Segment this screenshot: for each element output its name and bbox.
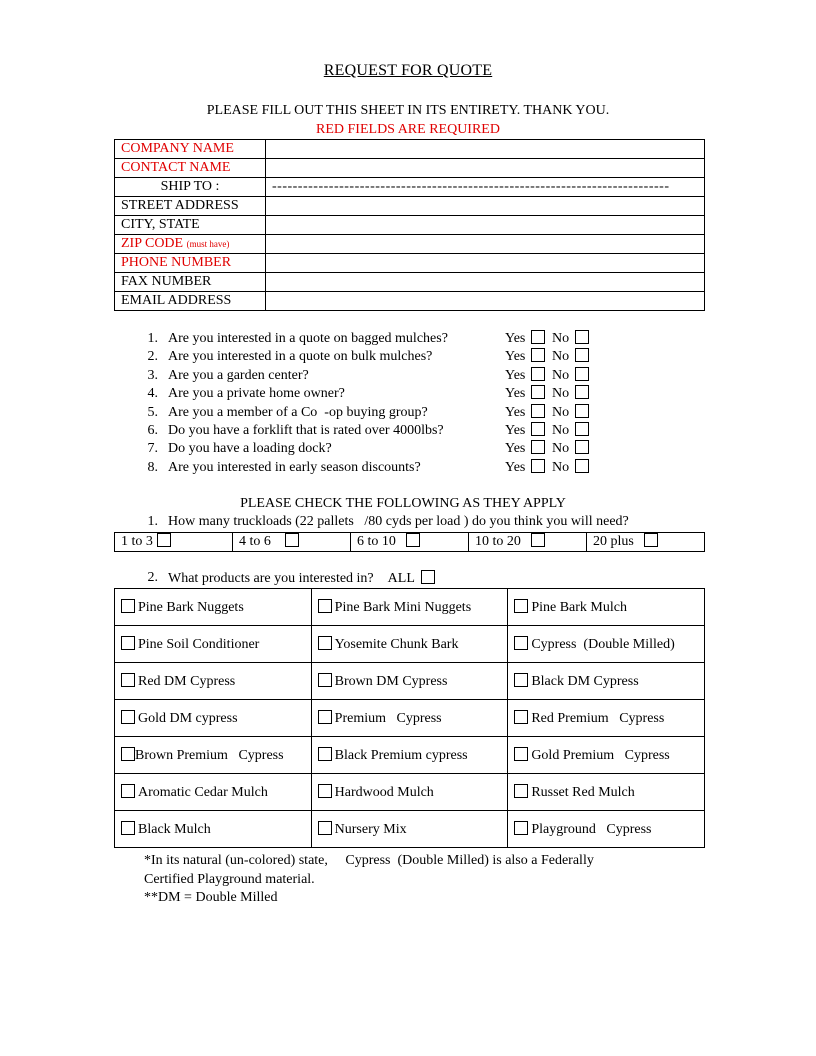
no-option	[552, 459, 589, 477]
yes-label: Yes	[505, 331, 526, 346]
footnote-playground-cont: Certified Playground material.	[144, 871, 315, 887]
product-checkbox[interactable]	[318, 821, 332, 835]
question-text: Are you a member of a Co -op buying group?	[168, 405, 428, 420]
question-text: Are you interested in a quote on bulk mulches?	[168, 349, 433, 364]
question-number: 8.	[147, 460, 158, 475]
contact-name-field[interactable]	[266, 159, 705, 178]
no-checkbox[interactable]	[575, 348, 589, 362]
zip-code-label-text: ZIP CODE	[121, 236, 184, 251]
email-address-label: EMAIL ADDRESS	[115, 292, 266, 311]
product-label: Pine Bark Mulch	[531, 599, 627, 615]
truckload-checkbox[interactable]	[644, 533, 658, 547]
product-label: Russet Red Mulch	[531, 784, 635, 800]
product-checkbox[interactable]	[318, 784, 332, 798]
truckload-option	[233, 533, 351, 552]
question-6	[144, 422, 604, 440]
product-cell	[311, 811, 508, 848]
no-option	[552, 404, 589, 422]
truckloads-table	[114, 532, 705, 552]
truckload-option	[351, 533, 469, 552]
products-row	[115, 811, 705, 848]
company-name-label: COMPANY NAME	[115, 140, 266, 159]
email-address-field[interactable]	[266, 292, 705, 311]
product-label: Black Premium cypress	[334, 747, 468, 763]
yes-label: Yes	[505, 441, 526, 456]
question-number: 2.	[147, 570, 158, 585]
question-number: 3.	[147, 368, 158, 383]
city-state-label: CITY, STATE	[115, 216, 266, 235]
product-label: Black DM Cypress	[531, 673, 639, 689]
product-checkbox[interactable]	[514, 673, 528, 687]
product-label: Pine Soil Conditioner	[138, 636, 260, 652]
contact-row-email	[115, 292, 705, 311]
street-address-label: STREET ADDRESS	[115, 197, 266, 216]
product-checkbox[interactable]	[318, 673, 332, 687]
question-2	[144, 348, 604, 366]
question-text: How many truckloads (22 pallets /80 cyds per load ) do you think you will need?	[168, 514, 629, 529]
truckload-checkbox[interactable]	[157, 533, 171, 547]
product-label: Nursery Mix	[334, 821, 407, 837]
question-number: 1.	[147, 331, 158, 346]
yes-label: Yes	[505, 423, 526, 438]
no-checkbox[interactable]	[575, 440, 589, 454]
product-checkbox[interactable]	[121, 821, 135, 835]
truckload-option	[469, 533, 587, 552]
yes-checkbox[interactable]	[531, 440, 545, 454]
contact-row-zip	[115, 235, 705, 254]
truckload-option-label: 1 to 3	[121, 534, 153, 549]
question-text: Are you interested in a quote on bagged mulches?	[168, 331, 448, 346]
product-cell	[115, 811, 312, 848]
product-cell	[508, 589, 705, 626]
product-checkbox[interactable]	[121, 599, 135, 613]
products-row	[115, 626, 705, 663]
no-checkbox[interactable]	[575, 404, 589, 418]
yes-label: Yes	[505, 405, 526, 420]
question-8	[144, 459, 604, 477]
no-label: No	[552, 441, 570, 456]
product-label: Red Premium Cypress	[531, 710, 665, 726]
product-checkbox[interactable]	[514, 784, 528, 798]
required-note: RED FIELDS ARE REQUIRED	[316, 122, 500, 137]
yes-option	[505, 422, 545, 440]
product-cell	[508, 774, 705, 811]
question-number: 6.	[147, 423, 158, 438]
no-checkbox[interactable]	[575, 367, 589, 381]
product-cell	[115, 663, 312, 700]
products-row	[115, 737, 705, 774]
product-label: Gold Premium Cypress	[531, 747, 670, 763]
ship-to-divider: -----------------------------------------------------------------------------	[266, 178, 705, 197]
product-checkbox[interactable]	[121, 673, 135, 687]
no-option	[552, 422, 589, 440]
no-option	[552, 348, 589, 366]
product-checkbox[interactable]	[514, 599, 528, 613]
truckload-checkbox[interactable]	[285, 533, 299, 547]
yes-option	[505, 459, 545, 477]
no-label: No	[552, 331, 570, 346]
product-checkbox[interactable]	[318, 747, 332, 761]
question-text: Are you a private home owner?	[168, 386, 345, 401]
question-text: Are you interested in early season discounts?	[168, 460, 421, 475]
yes-checkbox[interactable]	[531, 459, 545, 473]
footnotes	[144, 852, 664, 908]
yes-option	[505, 330, 545, 348]
product-cell	[311, 774, 508, 811]
contact-row-contact	[115, 159, 705, 178]
all-label: ALL	[387, 571, 415, 586]
contact-row-company	[115, 140, 705, 159]
contact-row-ship-to	[115, 178, 705, 197]
contact-table	[114, 139, 705, 311]
product-cell	[311, 589, 508, 626]
no-option	[552, 385, 589, 403]
yes-checkbox[interactable]	[531, 330, 545, 344]
no-label: No	[552, 368, 570, 383]
truckload-option	[587, 533, 705, 552]
no-label: No	[552, 423, 570, 438]
contact-row-street	[115, 197, 705, 216]
truckload-option-label: 4 to 6	[239, 534, 271, 549]
yes-option	[505, 348, 545, 366]
product-label: Yosemite Chunk Bark	[334, 636, 459, 652]
fax-number-field[interactable]	[266, 273, 705, 292]
contact-name-label: CONTACT NAME	[115, 159, 266, 178]
question-text	[168, 570, 435, 587]
product-cell	[508, 626, 705, 663]
yes-option	[505, 385, 545, 403]
no-label: No	[552, 386, 570, 401]
product-label: Playground Cypress	[531, 821, 652, 837]
no-checkbox[interactable]	[575, 385, 589, 399]
product-cell	[311, 737, 508, 774]
product-label: Brown DM Cypress	[334, 673, 448, 689]
product-cell	[115, 737, 312, 774]
truckload-checkbox[interactable]	[531, 533, 545, 547]
products-table	[114, 588, 705, 848]
street-address-field[interactable]	[266, 197, 705, 216]
products-row	[115, 700, 705, 737]
product-label: Red DM Cypress	[138, 673, 236, 689]
question-3	[144, 367, 604, 385]
product-checkbox[interactable]	[318, 710, 332, 724]
fax-number-label: FAX NUMBER	[115, 273, 266, 292]
product-label: Aromatic Cedar Mulch	[138, 784, 268, 800]
product-cell	[115, 626, 312, 663]
contact-row-fax	[115, 273, 705, 292]
phone-number-label: PHONE NUMBER	[115, 254, 266, 273]
question-number: 1.	[147, 514, 158, 529]
product-label: Gold DM cypress	[138, 710, 238, 726]
product-checkbox[interactable]	[318, 636, 332, 650]
no-checkbox[interactable]	[575, 330, 589, 344]
yes-checkbox[interactable]	[531, 385, 545, 399]
truckload-option-label: 20 plus	[593, 534, 634, 549]
product-checkbox[interactable]	[514, 636, 528, 650]
product-checkbox[interactable]	[121, 747, 135, 761]
yes-option	[505, 440, 545, 458]
product-cell	[311, 700, 508, 737]
company-name-field[interactable]	[266, 140, 705, 159]
product-cell	[311, 626, 508, 663]
question-number: 7.	[147, 441, 158, 456]
product-cell	[508, 700, 705, 737]
products-question-text: What products are you interested in?	[168, 571, 374, 586]
no-label: No	[552, 460, 570, 475]
city-state-field[interactable]	[266, 216, 705, 235]
no-label: No	[552, 349, 570, 364]
all-checkbox[interactable]	[421, 570, 435, 584]
contact-row-city	[115, 216, 705, 235]
contact-row-phone	[115, 254, 705, 273]
question-number: 5.	[147, 405, 158, 420]
product-cell	[115, 589, 312, 626]
question-text: Do you have a loading dock?	[168, 441, 332, 456]
yes-checkbox[interactable]	[531, 422, 545, 436]
no-option	[552, 440, 589, 458]
product-label: Premium Cypress	[334, 710, 442, 726]
footnote-dm: **DM = Double Milled	[144, 890, 278, 905]
product-checkbox[interactable]	[121, 784, 135, 798]
yes-checkbox[interactable]	[531, 404, 545, 418]
no-option	[552, 330, 589, 348]
yes-label: Yes	[505, 386, 526, 401]
product-cell	[508, 811, 705, 848]
yes-label: Yes	[505, 368, 526, 383]
footnote-playground: *In its natural (un-colored) state, Cypress (Double Milled) is also a Federally	[144, 853, 594, 868]
truckload-option	[115, 533, 233, 552]
yes-label: Yes	[505, 349, 526, 364]
product-cell	[115, 774, 312, 811]
product-checkbox[interactable]	[514, 710, 528, 724]
section-title-apply: PLEASE CHECK THE FOLLOWING AS THEY APPLY	[240, 496, 566, 511]
truckload-option-label: 10 to 20	[475, 534, 521, 549]
yes-option	[505, 367, 545, 385]
product-checkbox[interactable]	[121, 636, 135, 650]
product-label: Brown Premium Cypress	[135, 747, 284, 763]
truckload-checkbox[interactable]	[406, 533, 420, 547]
products-row	[115, 589, 705, 626]
zip-code-label	[115, 235, 266, 254]
product-checkbox[interactable]	[514, 747, 528, 761]
product-cell	[115, 700, 312, 737]
product-label: Hardwood Mulch	[334, 784, 434, 800]
page-title: REQUEST FOR QUOTE	[323, 62, 493, 79]
question-5	[144, 404, 604, 422]
yes-checkbox[interactable]	[531, 348, 545, 362]
ship-to-label: SHIP TO :	[115, 178, 266, 197]
no-checkbox[interactable]	[575, 459, 589, 473]
product-cell	[508, 737, 705, 774]
product-label: Black Mulch	[138, 821, 211, 837]
question-1	[144, 330, 604, 348]
question-text: Are you a garden center?	[168, 368, 309, 383]
no-checkbox[interactable]	[575, 422, 589, 436]
question-number: 2.	[147, 349, 158, 364]
yes-checkbox[interactable]	[531, 367, 545, 381]
product-label: Pine Bark Mini Nuggets	[334, 599, 472, 615]
products-row	[115, 774, 705, 811]
product-label: Cypress (Double Milled)	[531, 636, 675, 652]
question-7	[144, 440, 604, 458]
product-cell	[311, 663, 508, 700]
phone-number-field[interactable]	[266, 254, 705, 273]
no-label: No	[552, 405, 570, 420]
zip-code-field[interactable]	[266, 235, 705, 254]
products-row	[115, 663, 705, 700]
question-number: 4.	[147, 386, 158, 401]
truckload-option-label: 6 to 10	[357, 534, 396, 549]
question-text: Do you have a forklift that is rated over 4000lbs?	[168, 423, 444, 438]
zip-code-note: (must have)	[186, 239, 230, 249]
yes-label: Yes	[505, 460, 526, 475]
question-4	[144, 385, 604, 403]
yes-option	[505, 404, 545, 422]
product-checkbox[interactable]	[318, 599, 332, 613]
product-cell	[508, 663, 705, 700]
product-label: Pine Bark Nuggets	[138, 599, 244, 615]
product-checkbox[interactable]	[514, 821, 528, 835]
intro-text: PLEASE FILL OUT THIS SHEET IN ITS ENTIRETY. THANK YOU.	[206, 103, 610, 118]
no-option	[552, 367, 589, 385]
product-checkbox[interactable]	[121, 710, 135, 724]
